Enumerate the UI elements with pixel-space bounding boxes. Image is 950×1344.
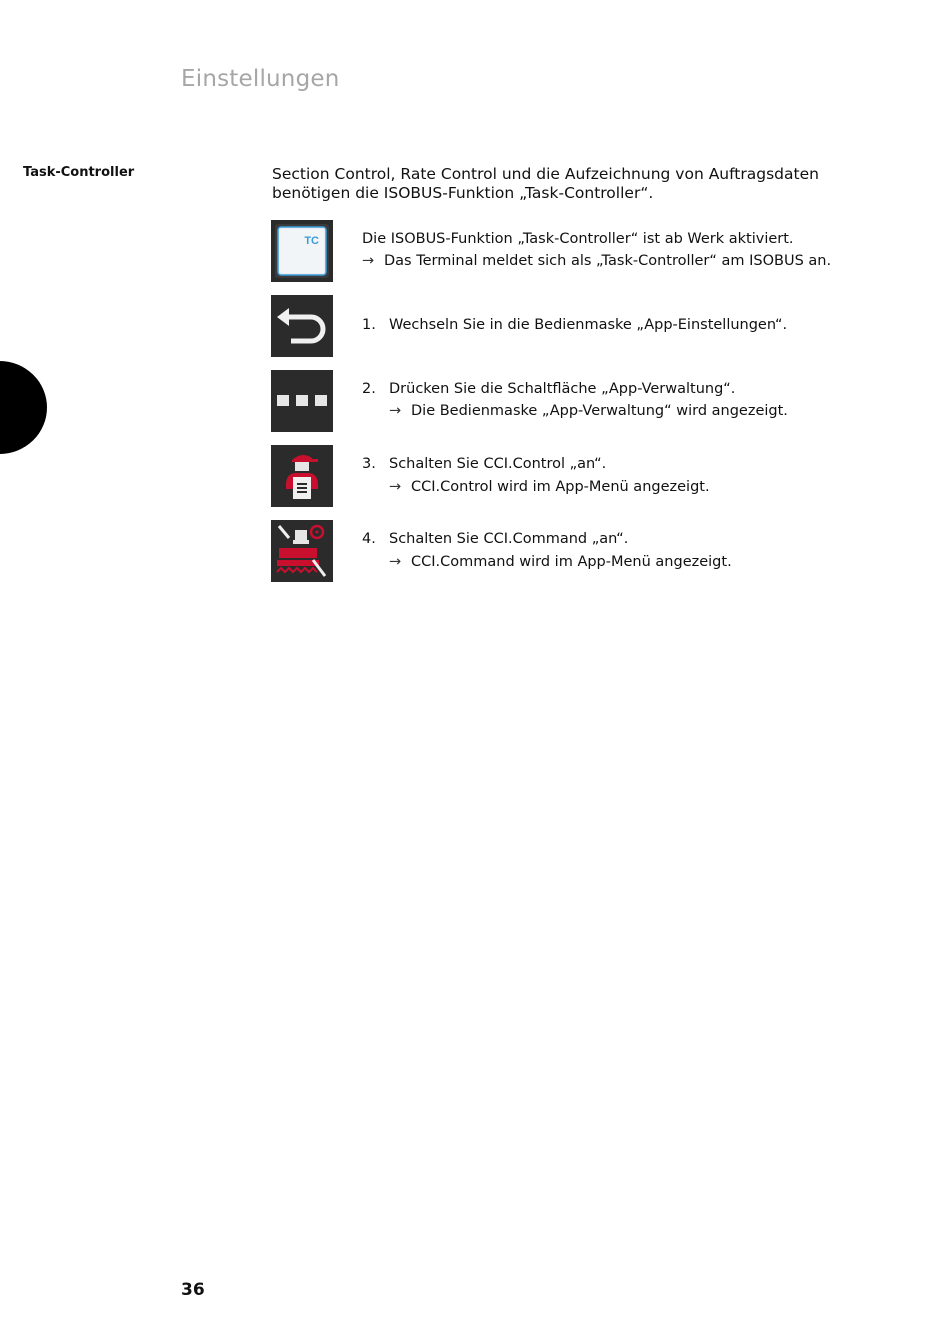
- result-arrow-icon: →: [389, 554, 402, 570]
- step-3: [362, 455, 606, 473]
- step-2: [362, 380, 735, 398]
- step-1: [362, 316, 787, 334]
- step-4: [362, 530, 628, 548]
- block-0-result: [362, 252, 831, 270]
- step-4-number: 4.: [362, 531, 376, 547]
- svg-text:TC: TC: [304, 235, 319, 247]
- task-controller-icon: [271, 220, 333, 282]
- step-1-number: 1.: [362, 317, 376, 333]
- step-4-result-text: CCI.Command wird im App-Menü angezeigt.: [411, 554, 732, 570]
- step-3-result: [389, 478, 710, 496]
- step-3-result-text: CCI.Control wird im App-Menü angezeigt.: [411, 479, 710, 495]
- step-1-text: Wechseln Sie in die Bedienmaske „App-Einstellungen“.: [389, 317, 788, 333]
- block-0-text: Die ISOBUS-Funktion „Task-Controller“ ist ab Werk aktiviert.: [362, 231, 794, 247]
- intro-line-2: benötigen die ISOBUS-Funktion „Task-Controller“.: [272, 184, 654, 202]
- more-dots-icon: [271, 370, 333, 432]
- step-3-number: 3.: [362, 456, 376, 472]
- page-number: 36: [181, 1280, 205, 1300]
- step-2-result-text: Die Bedienmaske „App-Verwaltung“ wird angezeigt.: [411, 403, 788, 419]
- cci-command-icon: [271, 520, 333, 582]
- step-2-result: [389, 402, 788, 420]
- result-arrow-icon: →: [389, 479, 402, 495]
- back-arrow-icon: [271, 295, 333, 357]
- cci-control-icon: [271, 445, 333, 507]
- step-4-result: [389, 553, 732, 571]
- section-intro: [272, 165, 892, 203]
- chapter-tab-marker: [0, 361, 47, 454]
- step-2-number: 2.: [362, 381, 376, 397]
- block-0-result-text: Das Terminal meldet sich als „Task-Controller“ am ISOBUS an.: [384, 253, 832, 269]
- step-3-text: Schalten Sie CCI.Control „an“.: [389, 456, 607, 472]
- step-2-text: Drücken Sie die Schaltfläche „App-Verwaltung“.: [389, 381, 736, 397]
- section-heading: Task-Controller: [23, 165, 135, 180]
- step-4-text: Schalten Sie CCI.Command „an“.: [389, 531, 629, 547]
- page-header-title: Einstellungen: [181, 66, 340, 92]
- result-arrow-icon: →: [362, 253, 375, 269]
- intro-line-1: Section Control, Rate Control und die Aufzeichnung von Auftragsdaten: [272, 165, 819, 183]
- result-arrow-icon: →: [389, 403, 402, 419]
